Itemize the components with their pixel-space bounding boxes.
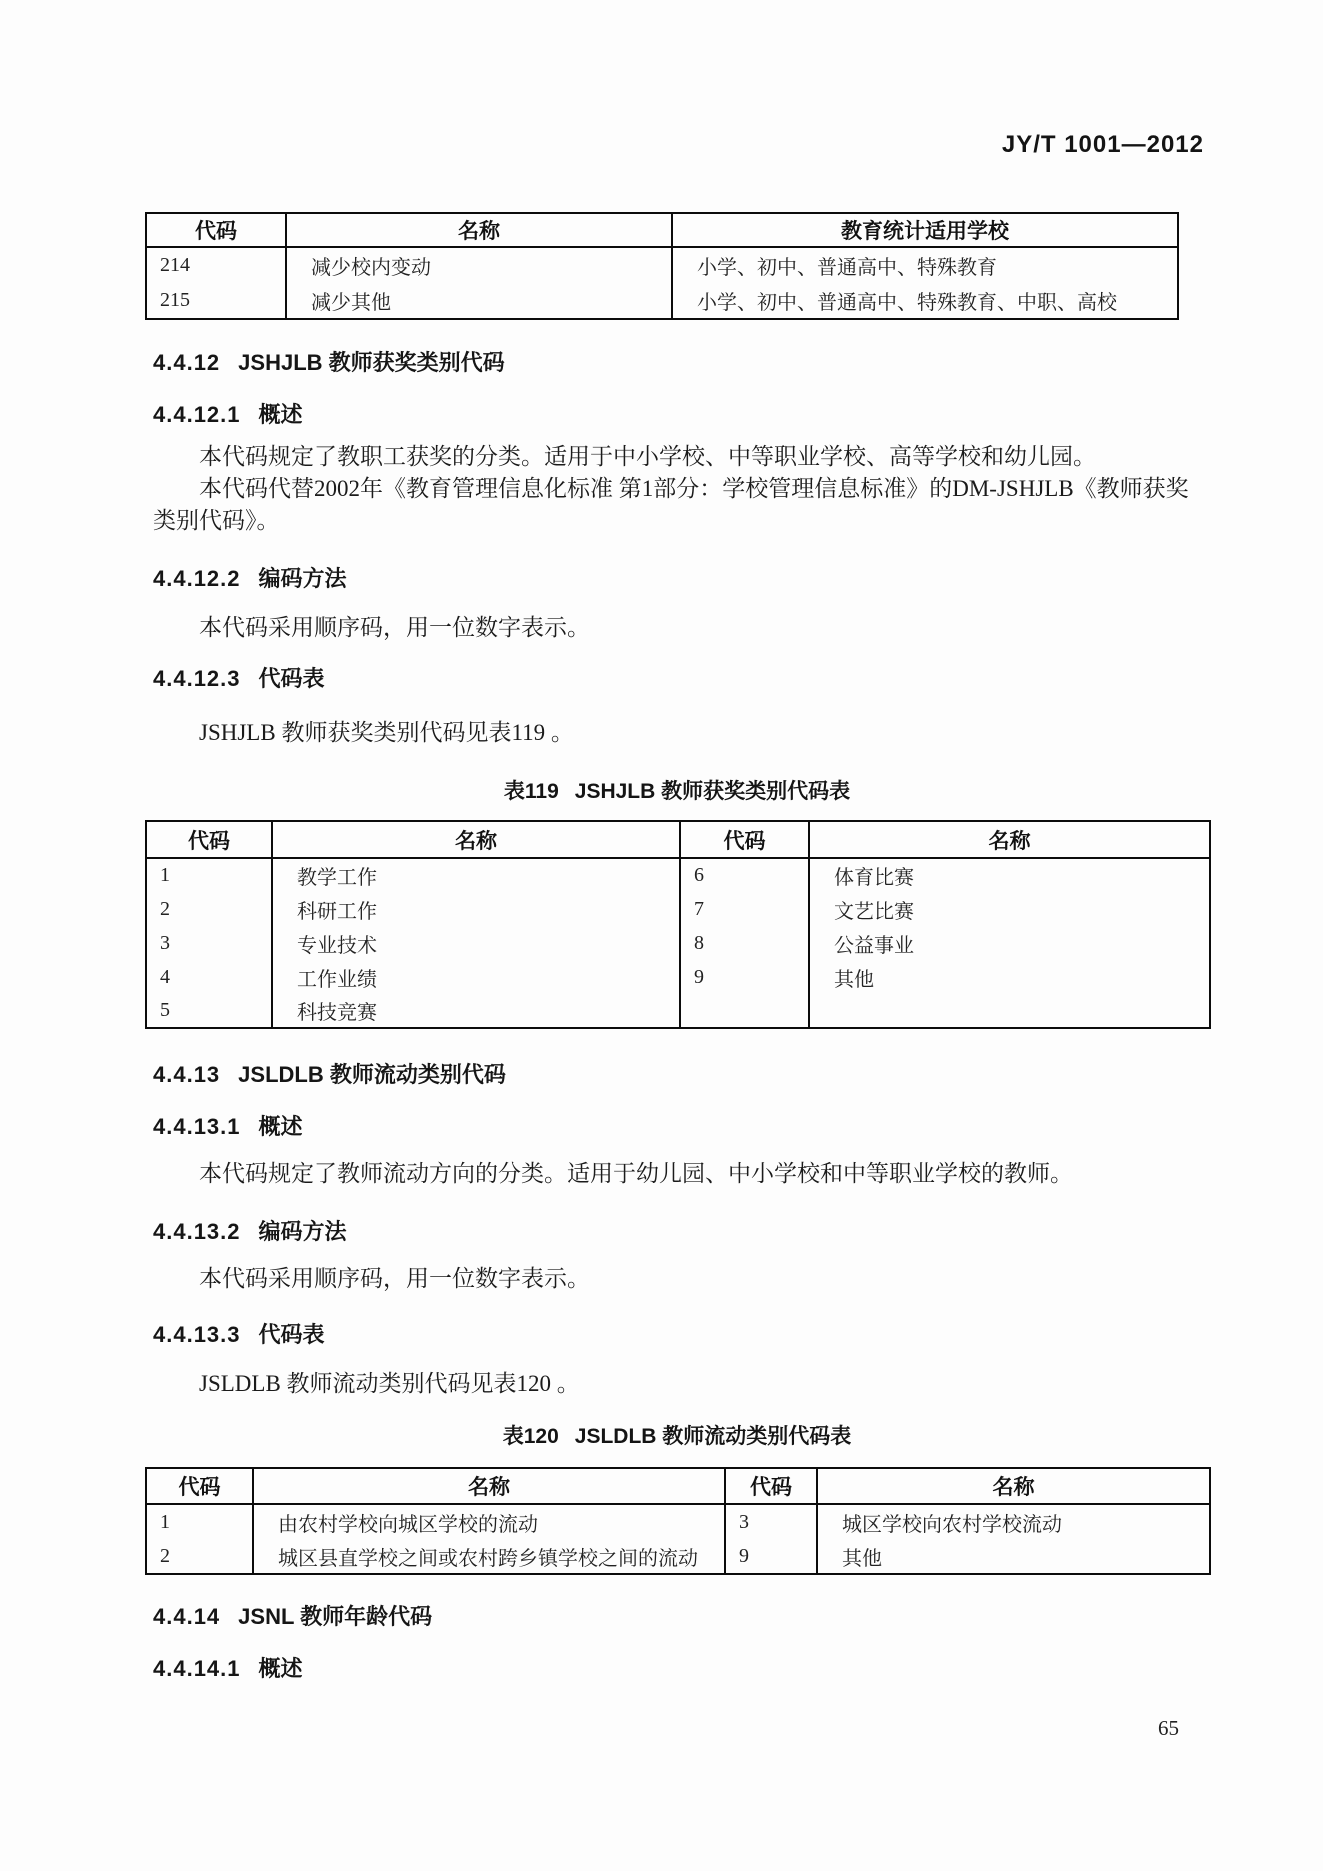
table-caption-label: 表119 [503,780,559,803]
name-cell [809,994,1210,1028]
code-cell: 5 [160,999,170,1021]
table-header-row [146,1468,1210,1504]
name-cell: 城区学校向农村学校流动 [817,1504,1210,1539]
section-title: 编码方法 [258,1219,347,1244]
section-number: 4.4.13.1 [153,1114,241,1139]
code-cell: 2 [160,1544,170,1567]
table-row [146,892,1210,926]
table-row [146,1539,1210,1574]
section-number: 4.4.14.1 [153,1656,241,1681]
schools-cell: 小学、初中、普通高中、特殊教育 [672,247,1178,283]
section-title: 代码表 [258,1322,325,1347]
code-cell: 6 [680,858,809,892]
section-number: 4.4.14 [153,1604,221,1629]
paragraph: 本代码采用顺序码，用一位数字表示。 [199,1266,590,1291]
paragraph: 本代码代替2002年《教育管理信息化标准 第1部分：学校管理信息标准》的DM-JSHJLB《教师获奖类别代码》。 [153,476,1189,533]
code-cell: 1 [160,864,170,886]
table-caption-title: JSLDLB 教师流动类别代码表 [574,1425,852,1448]
code-cell: 1 [160,1510,170,1533]
code-cell: 215 [160,289,190,311]
table-row [146,283,1178,319]
section-title: 概述 [258,402,303,427]
table-row [146,247,1178,283]
name-cell: 城区县直学校之间或农村跨乡镇学校之间的流动 [253,1539,725,1574]
subsection-heading-44121 [153,398,303,429]
section-title: 概述 [258,1114,303,1139]
section-title: JSHJLB 教师获奖类别代码 [238,350,505,375]
code-cell: 3 [160,931,170,954]
section-number: 4.4.12.1 [153,402,241,427]
name-cell: 由农村学校向城区学校的流动 [253,1504,725,1539]
code-cell: 4 [160,965,170,988]
table-120-caption [145,1420,1209,1450]
subsection-heading-44141 [153,1652,303,1683]
name-cell: 公益事业 [809,926,1210,960]
subsection-heading-44131 [153,1110,303,1141]
paragraph: JSHJLB 教师获奖类别代码见表119 。 [199,720,574,745]
code-cell: 8 [680,926,809,960]
column-header-code: 代码 [680,821,809,858]
table-119 [145,820,1211,1029]
section-title: 编码方法 [258,566,347,591]
name-cell: 科研工作 [272,892,680,926]
name-cell: 工作业绩 [272,960,680,994]
column-header-name: 名称 [253,1468,725,1504]
table-row [146,1504,1210,1539]
name-cell: 教学工作 [272,858,680,892]
name-cell: 体育比赛 [809,858,1210,892]
table-header-row [146,213,1178,247]
column-header-name: 名称 [286,213,672,247]
section-title: JSNL 教师年龄代码 [238,1604,433,1629]
section-number: 4.4.12.2 [153,566,241,591]
section-heading-4413 [153,1058,506,1089]
continuation-table [145,212,1179,320]
name-cell: 专业技术 [272,926,680,960]
schools-cell: 小学、初中、普通高中、特殊教育、中职、高校 [672,283,1178,319]
column-header-name: 名称 [809,821,1210,858]
table-caption-title: JSHJLB 教师获奖类别代码表 [574,780,851,803]
table-row [146,858,1210,892]
column-header-schools: 教育统计适用学校 [672,213,1178,247]
section-number: 4.4.12 [153,350,221,375]
section-heading-4412 [153,346,505,377]
section-number: 4.4.13.3 [153,1322,241,1347]
code-cell: 9 [725,1539,817,1574]
code-cell: 214 [160,254,190,276]
column-header-code: 代码 [146,1468,253,1504]
paragraph: 本代码采用顺序码，用一位数字表示。 [199,615,590,640]
table-header-row [146,821,1210,858]
subsection-heading-44132 [153,1215,347,1246]
subsection-heading-44123 [153,662,325,693]
section-number: 4.4.13 [153,1062,221,1087]
table-row [146,960,1210,994]
subsection-heading-44122 [153,562,347,593]
column-header-name: 名称 [272,821,680,858]
code-cell: 9 [680,960,809,994]
code-cell: 7 [680,892,809,926]
section-number: 4.4.13.2 [153,1219,241,1244]
standard-code-header: JY/T 1001—2012 [1001,131,1204,158]
table-row [146,926,1210,960]
paragraph: 本代码规定了教职工获奖的分类。适用于中小学校、中等职业学校、高等学校和幼儿园。 [199,444,1096,469]
table-120 [145,1467,1211,1575]
code-cell: 2 [160,897,170,920]
column-header-code: 代码 [146,821,272,858]
code-cell: 3 [725,1504,817,1539]
code-cell [680,994,809,1028]
name-cell: 文艺比赛 [809,892,1210,926]
name-cell: 减少其他 [286,283,672,319]
name-cell: 减少校内变动 [286,247,672,283]
page-number: 65 [1158,1716,1179,1740]
section-heading-4414 [153,1600,432,1631]
paragraph: 本代码规定了教师流动方向的分类。适用于幼儿园、中小学校和中等职业学校的教师。 [199,1161,1073,1186]
name-cell: 其他 [809,960,1210,994]
section-number: 4.4.12.3 [153,666,241,691]
column-header-code: 代码 [146,213,286,247]
section-title: 概述 [258,1656,303,1681]
column-header-code: 代码 [725,1468,817,1504]
column-header-name: 名称 [817,1468,1210,1504]
paragraph: JSLDLB 教师流动类别代码见表120 。 [199,1371,580,1396]
table-119-caption [145,775,1209,805]
table-caption-label: 表120 [502,1425,559,1448]
table-row [146,994,1210,1028]
name-cell: 科技竞赛 [272,994,680,1028]
section-title: JSLDLB 教师流动类别代码 [238,1062,506,1087]
section-title: 代码表 [258,666,325,691]
subsection-heading-44133 [153,1318,325,1349]
name-cell: 其他 [817,1539,1210,1574]
